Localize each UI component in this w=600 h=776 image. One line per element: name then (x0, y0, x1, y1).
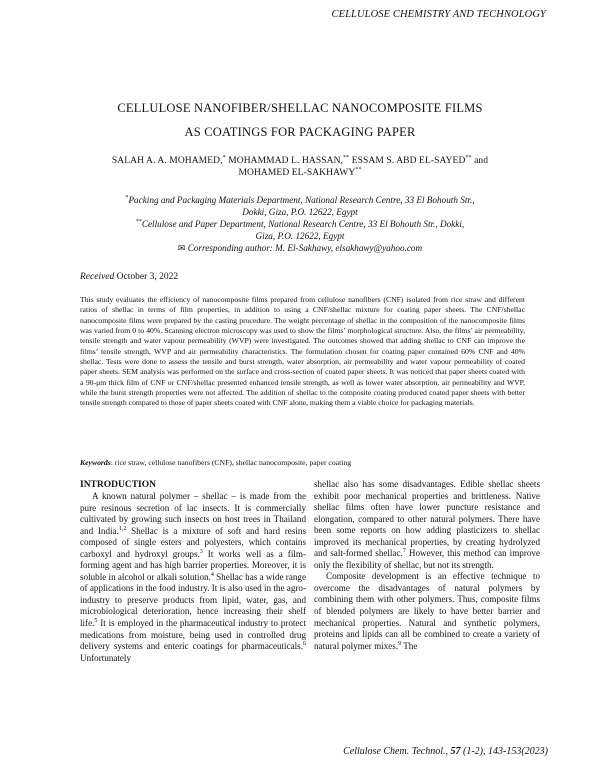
intro-paragraph-1 (80, 491, 306, 664)
author-1: SALAH A. A. MOHAMED, (111, 156, 223, 166)
column-left (80, 479, 306, 664)
author-4: MOHAMED EL-SAKHAWY (238, 168, 356, 178)
envelope-icon: ✉ (177, 243, 186, 253)
affiliation-2-mark: ** (135, 218, 142, 225)
author-2: MOHAMMAD L. HASSAN, (225, 156, 344, 166)
title-line-1: CELLULOSE NANOFIBER/SHELLAC NANOCOMPOSITE FILMS (117, 101, 483, 115)
text-run: A known natural polymer – shellac – is made from the pure resinous secretion of lac insects. It is commercially cultivated by growing such insects on host trees in Thailand and India. (80, 491, 306, 536)
affiliations (88, 194, 512, 254)
keywords-label: Keywords (80, 458, 111, 467)
author-2-mark: ** (343, 154, 350, 161)
footer-volume: 57 (450, 746, 461, 757)
section-heading-introduction: INTRODUCTION (80, 480, 157, 490)
abstract: This study evaluates the efficiency of nanocomposite films prepared from cellulose nanofibers (CNF) isolated from rice straw and different ratios of shellac in terms of film properties, in addition to using a CNF/shellac mixture for coating paper sheets. The CNF/shellac nanocomposite films were prepared by the casting procedure. The weight percentage of shellac in the composition of the nanocomposite films was varied from 0 to 40%. Scanning electron microscopy was used to show the films’ morphological structure. Also, the films’ air permeability, tensile strength and water vapour permeability (WVP) were investigated. The outcomes showed that adding shellac to CNF can improve the films’ tensile strength, WVP and air permeability characteristics. The formulation chosen for coating paper contained 60% CNF and 40% shellac. Tests were done to assess the tensile and burst strength, water absorption, air permeability and water vapour permeability of coated paper sheets. SEM analysis was performed on the surface and cross-section of coated paper sheets. It was noticed that paper sheets coated with a 90-μm thick film of CNF or CNF/shellac presented enhanced tensile strength, as well as lower water absorption, air permeability and WVP, while the burst strength properties were not affected. The addition of shellac to the composite coating produced coated paper sheets with better tensile strength compared to those of paper sheets coated with CNF alone, making them a viable choice for packaging materials. (80, 295, 525, 408)
title-line-2: AS COATINGS FOR PACKAGING PAPER (184, 125, 416, 139)
citation-ref: 5 (94, 617, 98, 624)
affiliation-2-line-1: Cellulose and Paper Department, National Research Centre, 33 El Bohouth Str., Dokki, (141, 219, 465, 229)
author-1-mark: * (222, 154, 226, 161)
citation-ref: 1,2 (118, 525, 127, 532)
keywords (80, 458, 525, 468)
text-run: Shellac is a mixture of soft and hard resins composed of single esters and polyesters, which contains carboxyl and hydroxyl groups. (80, 525, 306, 559)
affiliation-1-mark: * (125, 194, 129, 201)
keywords-text: : rice straw, cellulose nanofibers (CNF), shellac nanocomposite, paper coating (110, 458, 352, 467)
corresponding-author-text[interactable]: Corresponding author: M. El-Sakhawy, elsakhawy@yahoo.com (187, 243, 423, 253)
citation-ref: 4 (210, 571, 214, 578)
author-4-mark: ** (355, 166, 362, 173)
column-right (314, 479, 540, 652)
author-list (60, 155, 540, 179)
received-date (80, 272, 178, 282)
received-value: October 3, 2022 (114, 272, 179, 282)
text-run: However, this method can improve only the flexibility of shellac, but not its strength. (314, 548, 540, 570)
text-run: The (401, 640, 418, 651)
author-3-mark: ** (465, 154, 472, 161)
received-label: Received (80, 272, 115, 282)
citation-ref: 6 (303, 641, 306, 648)
affiliation-1-line-1: Packing and Packaging Materials Department, National Research Centre, 33 El Bohouth Str., (128, 195, 475, 205)
affiliation-2 (88, 218, 512, 242)
text-run: It works well as a film-forming agent and has high barrier properties. Moreover, it is soluble in alcohol or alkali solution. (80, 548, 306, 582)
journal-header: CELLULOSE CHEMISTRY AND TECHNOLOGY (331, 9, 546, 20)
citation-ref: 7 (402, 548, 406, 555)
intro-paragraph-2 (314, 571, 540, 652)
affiliation-1 (88, 194, 512, 218)
author-and: and (471, 156, 489, 166)
affiliation-1-line-2: Dokki, Giza, P.O. 12622, Egypt (242, 207, 358, 217)
footer-journal: Cellulose Chem. Technol., (343, 746, 451, 757)
paper-title (40, 96, 560, 144)
text-run: It is employed in the pharmaceutical industry to protect medications from moisture, being used in controlled drug delivery systems and enteric coatings for pharmaceuticals. (80, 618, 306, 652)
footer-issue-pages: (1-2), 143-153(2023) (460, 746, 548, 757)
page-footer-citation (343, 746, 548, 757)
author-3: ESSAM S. ABD EL-SAYED (349, 156, 466, 166)
citation-ref: 3 (199, 548, 203, 555)
text-run: Shellac has a wide range of applications in the food industry. It is also used in the agro-industry to preserve products from lipid, water, gas, and microbiological deterioration, hence increasing their shelf life. (80, 571, 307, 629)
corresponding-author (88, 242, 512, 254)
text-run: Unfortunately (80, 652, 132, 663)
text-run: Composite development is an effective technique to overcome the disadvantages of natural polymers by combining them with other polymers. Thus, composite films of blended polymers are likely to have better barrier and mechanical properties. Natural and synthetic polymers, proteins and lipids can all be combined to create a variety of natural polymer mixes. (314, 571, 540, 651)
intro-paragraph-1-cont (314, 479, 540, 571)
citation-ref: 9 (398, 640, 402, 647)
affiliation-2-line-2: Giza, P.O. 12622, Egypt (255, 231, 345, 241)
text-run: shellac also has some disadvantages. Edible shellac sheets exhibit poor mechanical properties and brittleness. Native shellac films often have lower puncture resistance and elongation, compared to other natural polymers. There have been some reports on how adding plasticizers to shellac improved its mechanical properties, by creating hydrolyzed and salt-formed shellac. (314, 479, 540, 559)
